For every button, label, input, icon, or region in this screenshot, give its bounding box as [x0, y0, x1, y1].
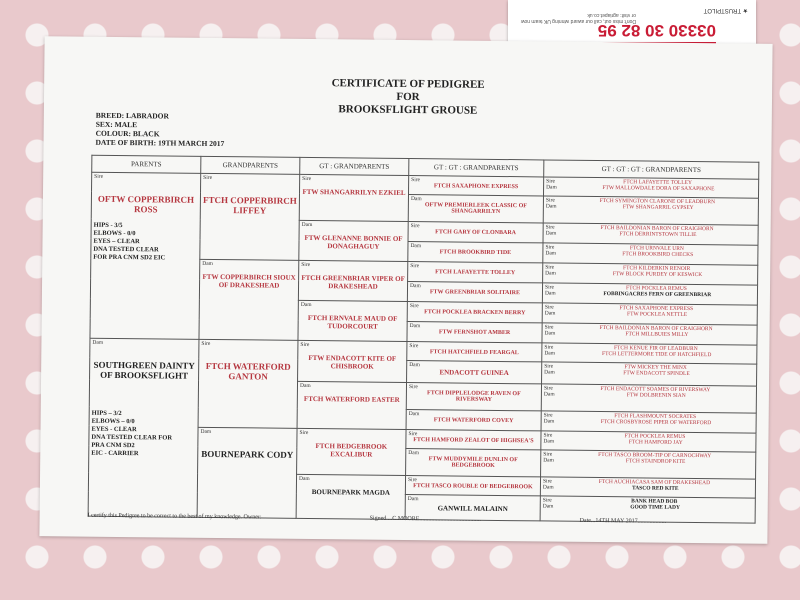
- dam-label: Dam: [409, 362, 420, 369]
- dam-label: Dam: [542, 503, 554, 510]
- gt-grandparent-cell: [297, 382, 406, 429]
- gt-gt-cell: [406, 410, 541, 431]
- sire-label: Sire: [201, 341, 211, 348]
- ancestor-line: [543, 485, 753, 493]
- dam-label: Dam: [300, 302, 312, 309]
- gt-gt-grandparent: FTW GREENBRIAR SOLITAIRE: [429, 289, 521, 297]
- gt-gt-grandparent: FTCH LAFAYETTE TOLLEY: [435, 269, 516, 277]
- ancestor-name: FTCH HAMFORD JAY: [628, 439, 683, 446]
- ancestor-name: FTW SHANGARRIL GYPSEY: [622, 204, 694, 212]
- signed-by: Signed....C.MOORE.........................................: [369, 515, 481, 523]
- parent-sire-cell: [90, 172, 201, 339]
- ancestor-name: FTCH LAFAYETTE TOLLEY: [623, 179, 693, 186]
- gt-gt-grandparent: GANWILL MALAINN: [437, 504, 508, 514]
- gt-gt-grandparent: FTW FERNSHOT AMBER: [438, 329, 511, 337]
- gt-gt-cell: [407, 302, 542, 323]
- gt-gt-grandparent: FTCH SAXAPHONE EXPRESS: [433, 183, 519, 191]
- dam-label: Dam: [298, 475, 310, 483]
- ancestor-name: FOBBINGACRES FERN OF GREENBRIAR: [603, 291, 712, 299]
- ancestor-name: FTW POCKLEA NETTLE: [627, 311, 688, 319]
- parent-dam-cell: [88, 338, 199, 517]
- ancestor-line: [545, 331, 755, 339]
- gt-gt-grandparent: FTCH HAMFORD ZEALOT OF HIGHSEA'S: [413, 436, 534, 445]
- dam-label: Dam: [407, 496, 419, 503]
- dam-label: Dam: [92, 339, 104, 347]
- health-line: ELBOWS – 0/0: [91, 417, 135, 426]
- gt-gt-cell: [407, 322, 542, 343]
- ancestor-line: [546, 231, 756, 239]
- gt-gt-gt-cell: [541, 384, 756, 413]
- sire-label: Sire: [542, 478, 552, 485]
- sire-label: Sire: [299, 429, 309, 436]
- gt-gt-cell: [408, 242, 543, 263]
- sire-label: Sire: [94, 173, 104, 180]
- sire-label: Sire: [301, 262, 311, 269]
- gt-gt-gt-cell: [543, 263, 758, 285]
- gt-grandparent: BOURNEPARK MAGDA: [311, 488, 391, 497]
- gt-gt-gt-cell: [541, 411, 756, 433]
- gt-gt-grandparent: FTCH HATCHFIELD FEARGAL: [429, 349, 519, 357]
- gt-gt-cell: [406, 429, 541, 450]
- gt-gt-gt-cell: [543, 243, 758, 265]
- dog-name-title: BROOKSFLIGHT GROUSE: [338, 103, 478, 117]
- sire-label: Sire: [544, 304, 554, 311]
- ancestor-line: [546, 184, 756, 192]
- ancestor-line: [543, 457, 753, 465]
- ancestor-name: FTCH MILLBUIES MILLY: [625, 331, 689, 339]
- health-line: DNA TESTED CLEAR FOR: [91, 433, 173, 442]
- gt-gt-grandparent: FTCH TASCO ROUBLE OF BEDGEBROOK: [413, 483, 533, 491]
- ancestor-name: FTW DOLBRENIN SIAN: [626, 392, 686, 400]
- dam-label: Dam: [543, 418, 555, 425]
- sire-health: [93, 222, 197, 263]
- grandparent-cell: [200, 173, 300, 260]
- gt-grandparent-cell: [297, 428, 406, 475]
- dam-label: Dam: [301, 222, 313, 229]
- sex: SEX: MALE: [95, 119, 138, 130]
- certify-text: I certify this Pedigree to be correct to the best of my knowledge. Owner:: [87, 512, 262, 521]
- sire-label: Sire: [543, 451, 553, 458]
- parent-dam: SOUTHGREEN DAINTY OF BROOKSFLIGHT: [93, 359, 195, 381]
- gt-gt-cell: [408, 176, 543, 197]
- dam-label: Dam: [544, 330, 556, 337]
- dam-label: Dam: [544, 350, 556, 357]
- gt-gt-cell: [408, 222, 543, 243]
- grandparent: FTW COPPERBIRCH SIOUX OF DRAKESHEAD: [202, 273, 296, 290]
- ancestor-line: [545, 271, 755, 279]
- dam-label: Dam: [200, 428, 212, 435]
- gt-gt-cell: [407, 342, 542, 363]
- sire-label: Sire: [545, 264, 555, 271]
- gt-gt-gt-cell: [542, 283, 757, 305]
- grandparent-cell: [197, 427, 297, 518]
- grandparent-cell: [199, 260, 299, 341]
- health-line: DNA TESTED CLEAR: [93, 245, 159, 254]
- gt-gt-gt-cell: [543, 177, 758, 199]
- gt-gt-grandparent: FTW MUDDYMILE DUNLIN OF BEDGEBROOK: [428, 456, 518, 469]
- ancestor-line: [545, 251, 755, 259]
- sire-label: Sire: [545, 284, 554, 291]
- dam-label: Dam: [408, 450, 420, 457]
- gt-grandparent: FTCH WATERFORD EASTER: [303, 395, 400, 405]
- health-line: EIC - CARRIER: [91, 449, 139, 458]
- ancestor-name: FTCH POCKLEA REMUS: [626, 285, 687, 293]
- ancestor-line: [544, 351, 754, 359]
- gt-grandparent-cell: [296, 474, 405, 519]
- dam-label: Dam: [410, 196, 422, 203]
- dam-label: Dam: [545, 250, 557, 257]
- health-line: EYES – CLEAR: [93, 237, 140, 246]
- gt-grandparent: FTCH BEDGEBROOK EXCALIBUR: [315, 441, 388, 459]
- gt-gt-grandparent: FTCH WATERFORD COVEY: [433, 417, 514, 425]
- ancestor-line: [543, 438, 753, 446]
- gt-gt-gt-cell: [540, 477, 755, 499]
- dog-details: [95, 111, 224, 148]
- gt-gt-cell: [408, 195, 543, 223]
- sire-label: Sire: [545, 197, 555, 204]
- dam-label: Dam: [545, 230, 557, 237]
- dam-label: Dam: [542, 484, 554, 491]
- sire-label: Sire: [544, 324, 554, 331]
- sire-label: Sire: [408, 430, 418, 437]
- gt-gt-gt-cell: [542, 362, 757, 386]
- ancestor-name: FTCH KILDERKIN RENOIR: [623, 265, 691, 273]
- dam-label: Dam: [409, 323, 421, 330]
- health-line: FOR PRA CNM SD2 EIC: [93, 253, 166, 262]
- dam-label: Dam: [410, 283, 421, 290]
- sire-label: Sire: [410, 263, 420, 270]
- dam-label: Dam: [543, 457, 554, 464]
- ancestor-name: FTCH AUCHIACASA SAM OF DRAKESHEAD: [598, 479, 711, 487]
- ancestor-line: [546, 204, 756, 212]
- ancestor-name: FTCH BROOKBIRD CHECKS: [622, 251, 694, 259]
- breed: BREED: LABRADOR: [95, 110, 169, 121]
- gt-grandparent-cell: [299, 174, 408, 221]
- gt-gt-cell: [407, 361, 542, 384]
- dam-label: Dam: [410, 243, 422, 250]
- sire-label: Sire: [410, 223, 420, 230]
- dam-label: Dam: [544, 310, 556, 317]
- gt-gt-grandparent: ENDACOTT GUINEA: [439, 368, 509, 378]
- grandparent: FTCH COPPERBIRCH LIFFEY: [202, 194, 297, 216]
- sire-label: Sire: [544, 344, 554, 351]
- dam-label: Dam: [543, 391, 555, 398]
- ancestor-name: BANK HEAD BOB: [631, 498, 678, 506]
- ancestor-name: FTCH STAINDROP KITE: [625, 458, 686, 465]
- ancestor-line: [544, 392, 754, 400]
- sire-label: Sire: [543, 412, 553, 419]
- dam-label: Dam: [544, 369, 555, 377]
- gt-gt-gt-cell: [543, 223, 758, 245]
- header-grandparents: GRANDPARENTS: [201, 156, 300, 174]
- ancestor-line: [544, 370, 754, 378]
- sire-label: Sire: [543, 432, 553, 439]
- certificate-title: CERTIFICATE OF PEDIGREE: [331, 77, 485, 91]
- sire-label: Sire: [409, 303, 419, 310]
- gt-grandparent: FTW GLENANNE BONNIE OF DONAGHAGUY: [304, 234, 403, 252]
- ancestor-name: FTW ENDACOTT SPINDLE: [623, 370, 690, 378]
- sire-label: Sire: [543, 385, 553, 392]
- gt-gt-grandparent: FTCH POCKLEA BRACKEN BERRY: [424, 309, 526, 317]
- dam-label: Dam: [545, 203, 557, 210]
- sire-label: Sire: [542, 497, 552, 504]
- ancestor-name: FTCH TASCO BROOM-TIP OF CARNOCHWAY: [598, 452, 712, 460]
- sire-label: Sire: [545, 244, 555, 251]
- ancestor-name: FTW MALLOWDALE DORA OF SAXAPHONE: [602, 185, 715, 193]
- gt-gt-grandparent: OFTW PREMIERLEEK CLASSIC OF SHANGARRILYN: [424, 202, 527, 216]
- sire-label: Sire: [544, 363, 554, 371]
- sire-label: Sire: [409, 343, 419, 350]
- gt-gt-cell: [408, 262, 543, 283]
- dam-label: Dam: [543, 438, 555, 445]
- ancestor-name: FTCH SYMINGTON CLARONE OF LEADBURN: [599, 198, 716, 206]
- date-of-birth: DATE OF BIRTH: 19TH MARCH 2017: [95, 137, 225, 149]
- ancestor-name: FTCH CROSBYROSE PIPER OF WATERFORD: [600, 419, 712, 427]
- ancestor-name: FTW MICKEY THE MINX: [624, 364, 687, 372]
- dam-label: Dam: [202, 261, 213, 268]
- sire-label: Sire: [302, 175, 312, 182]
- gt-gt-cell: [405, 476, 540, 497]
- gt-grandparent-cell: [298, 301, 407, 342]
- ancestor-name: FTCH SAXAPHONE EXPRESS: [619, 305, 694, 313]
- sire-label: Sire: [545, 224, 555, 231]
- gt-gt-gt-cell: [541, 431, 756, 453]
- health-line: HIPS – 3/2: [91, 409, 122, 418]
- gt-gt-cell: [407, 282, 542, 303]
- ancestor-name: FTCH BAILDONIAN BARON OF CRAIGHORN: [599, 325, 713, 333]
- ancestor-line: [544, 419, 754, 427]
- gt-grandparent: FTW ENDACOTT KITE OF CHISBROOK: [308, 354, 397, 371]
- health-line: HIPS - 3/5: [93, 221, 123, 230]
- ancestor-name: FTCH FLASHMOUNT SOCRATES: [614, 413, 697, 421]
- ancestor-line: [543, 504, 753, 512]
- sire-label: Sire: [411, 177, 421, 184]
- gt-gt-grandparent: FTCH GARY OF CLONBARA: [435, 229, 517, 237]
- colour: COLOUR: BLACK: [95, 128, 160, 139]
- dam-label: Dam: [546, 184, 557, 191]
- gt-grandparent-cell: [298, 261, 407, 302]
- dam-label: Dam: [544, 290, 556, 297]
- gt-grandparent: FTCH ERNVALE MAUD OF TUDORCOURT: [307, 314, 398, 331]
- health-line: ELBOWS - 0/0: [93, 229, 136, 238]
- gt-grandparent-cell: [299, 221, 408, 262]
- sire-label: Sire: [407, 477, 417, 484]
- grandparent: FTCH WATERFORD GANTON: [205, 361, 291, 382]
- ancestor-name: FTCH KENUE FIR OF LEADBURN: [613, 345, 698, 353]
- ancestor-name: FTW BLOCK PURDEY OF KESWICK: [612, 271, 703, 279]
- header-gt-gt-grandparents: GT : GT : GRANDPARENTS: [409, 159, 544, 177]
- gt-gt-cell: [406, 383, 541, 411]
- dam-label: Dam: [408, 411, 420, 418]
- ancestor-name: FTCH POCKLEA REMUS: [624, 433, 686, 440]
- ancestor-name: TASCO RED KITE: [631, 485, 679, 492]
- sire-label: Sire: [408, 384, 418, 391]
- gt-gt-gt-cell: [542, 303, 757, 325]
- gt-gt-grandparent: FTCH DIPPLELODGE RAVEN OF RIVERSWAY: [427, 390, 521, 404]
- dam-label: Dam: [299, 383, 311, 390]
- ancestor-name: FTCH BAILDONIAN BARON OF CRAIGHORN: [600, 225, 714, 233]
- leaflet-phone: 03330 30 82 95: [597, 21, 716, 40]
- gt-gt-grandparent: FTCH BROOKBIRD TIDE: [439, 249, 512, 257]
- header-parents: PARENTS: [92, 155, 201, 173]
- parent-sire: OFTW COPPERBIRCH ROSS: [97, 193, 195, 215]
- sire-label: Sire: [203, 174, 213, 181]
- ancestor-line: [545, 291, 755, 299]
- certificate-title-for: FOR: [396, 90, 420, 104]
- health-line: PRA CNM SD2: [91, 441, 135, 450]
- sire-label: Sire: [546, 178, 556, 185]
- gt-grandparent-cell: [298, 341, 407, 383]
- grandparent-cell: [198, 340, 298, 429]
- ancestor-name: GOOD TIME LADY: [630, 504, 680, 512]
- header-gt-grandparents: GT : GRANDPARENTS: [300, 157, 409, 175]
- ancestor-line: [545, 311, 755, 319]
- ancestor-name: FTCH DERRINTSTOWN TILLIE: [619, 231, 697, 239]
- grandparent: BOURNEPARK CODY: [201, 448, 294, 460]
- pedigree-certificate: [39, 36, 772, 544]
- ancestor-name: FTCH ENDACOTT SOAMES OF RIVERSWAY: [600, 386, 711, 394]
- dam-label: Dam: [545, 270, 556, 277]
- gt-gt-gt-cell: [542, 323, 757, 345]
- gt-gt-cell: [406, 449, 541, 477]
- gt-gt-gt-cell: [542, 343, 757, 365]
- health-line: EYES - CLEAR: [91, 425, 137, 434]
- leaflet-small-print: Don't miss out, call our award winning UK team now or visit: agriapet.co.uk: [520, 12, 636, 24]
- signed-date: Date...14TH MAY 2017...................: [579, 517, 667, 525]
- gt-gt-gt-cell: [543, 196, 758, 225]
- gt-grandparent: FTCH GREENBRIAR VIPER OF DRAKESHEAD: [301, 274, 405, 292]
- dam-health: [91, 410, 195, 459]
- trustpilot-logo: ★ TRUSTPILOT: [703, 7, 748, 13]
- header-gt-gt-gt-grandparents: GT : GT : GT : GRANDPARENTS: [544, 160, 759, 179]
- pedigree-table: [88, 155, 760, 524]
- ancestor-name: FTCH LETTERMORE TIDE OF HATCHFIELD: [602, 351, 712, 359]
- gt-gt-gt-cell: [541, 450, 756, 479]
- gt-grandparent: FTW SHANGARRILYN EZKIEL: [302, 187, 406, 197]
- ancestor-name: FTCH URNVALE URN: [629, 245, 684, 253]
- sire-label: Sire: [300, 342, 310, 349]
